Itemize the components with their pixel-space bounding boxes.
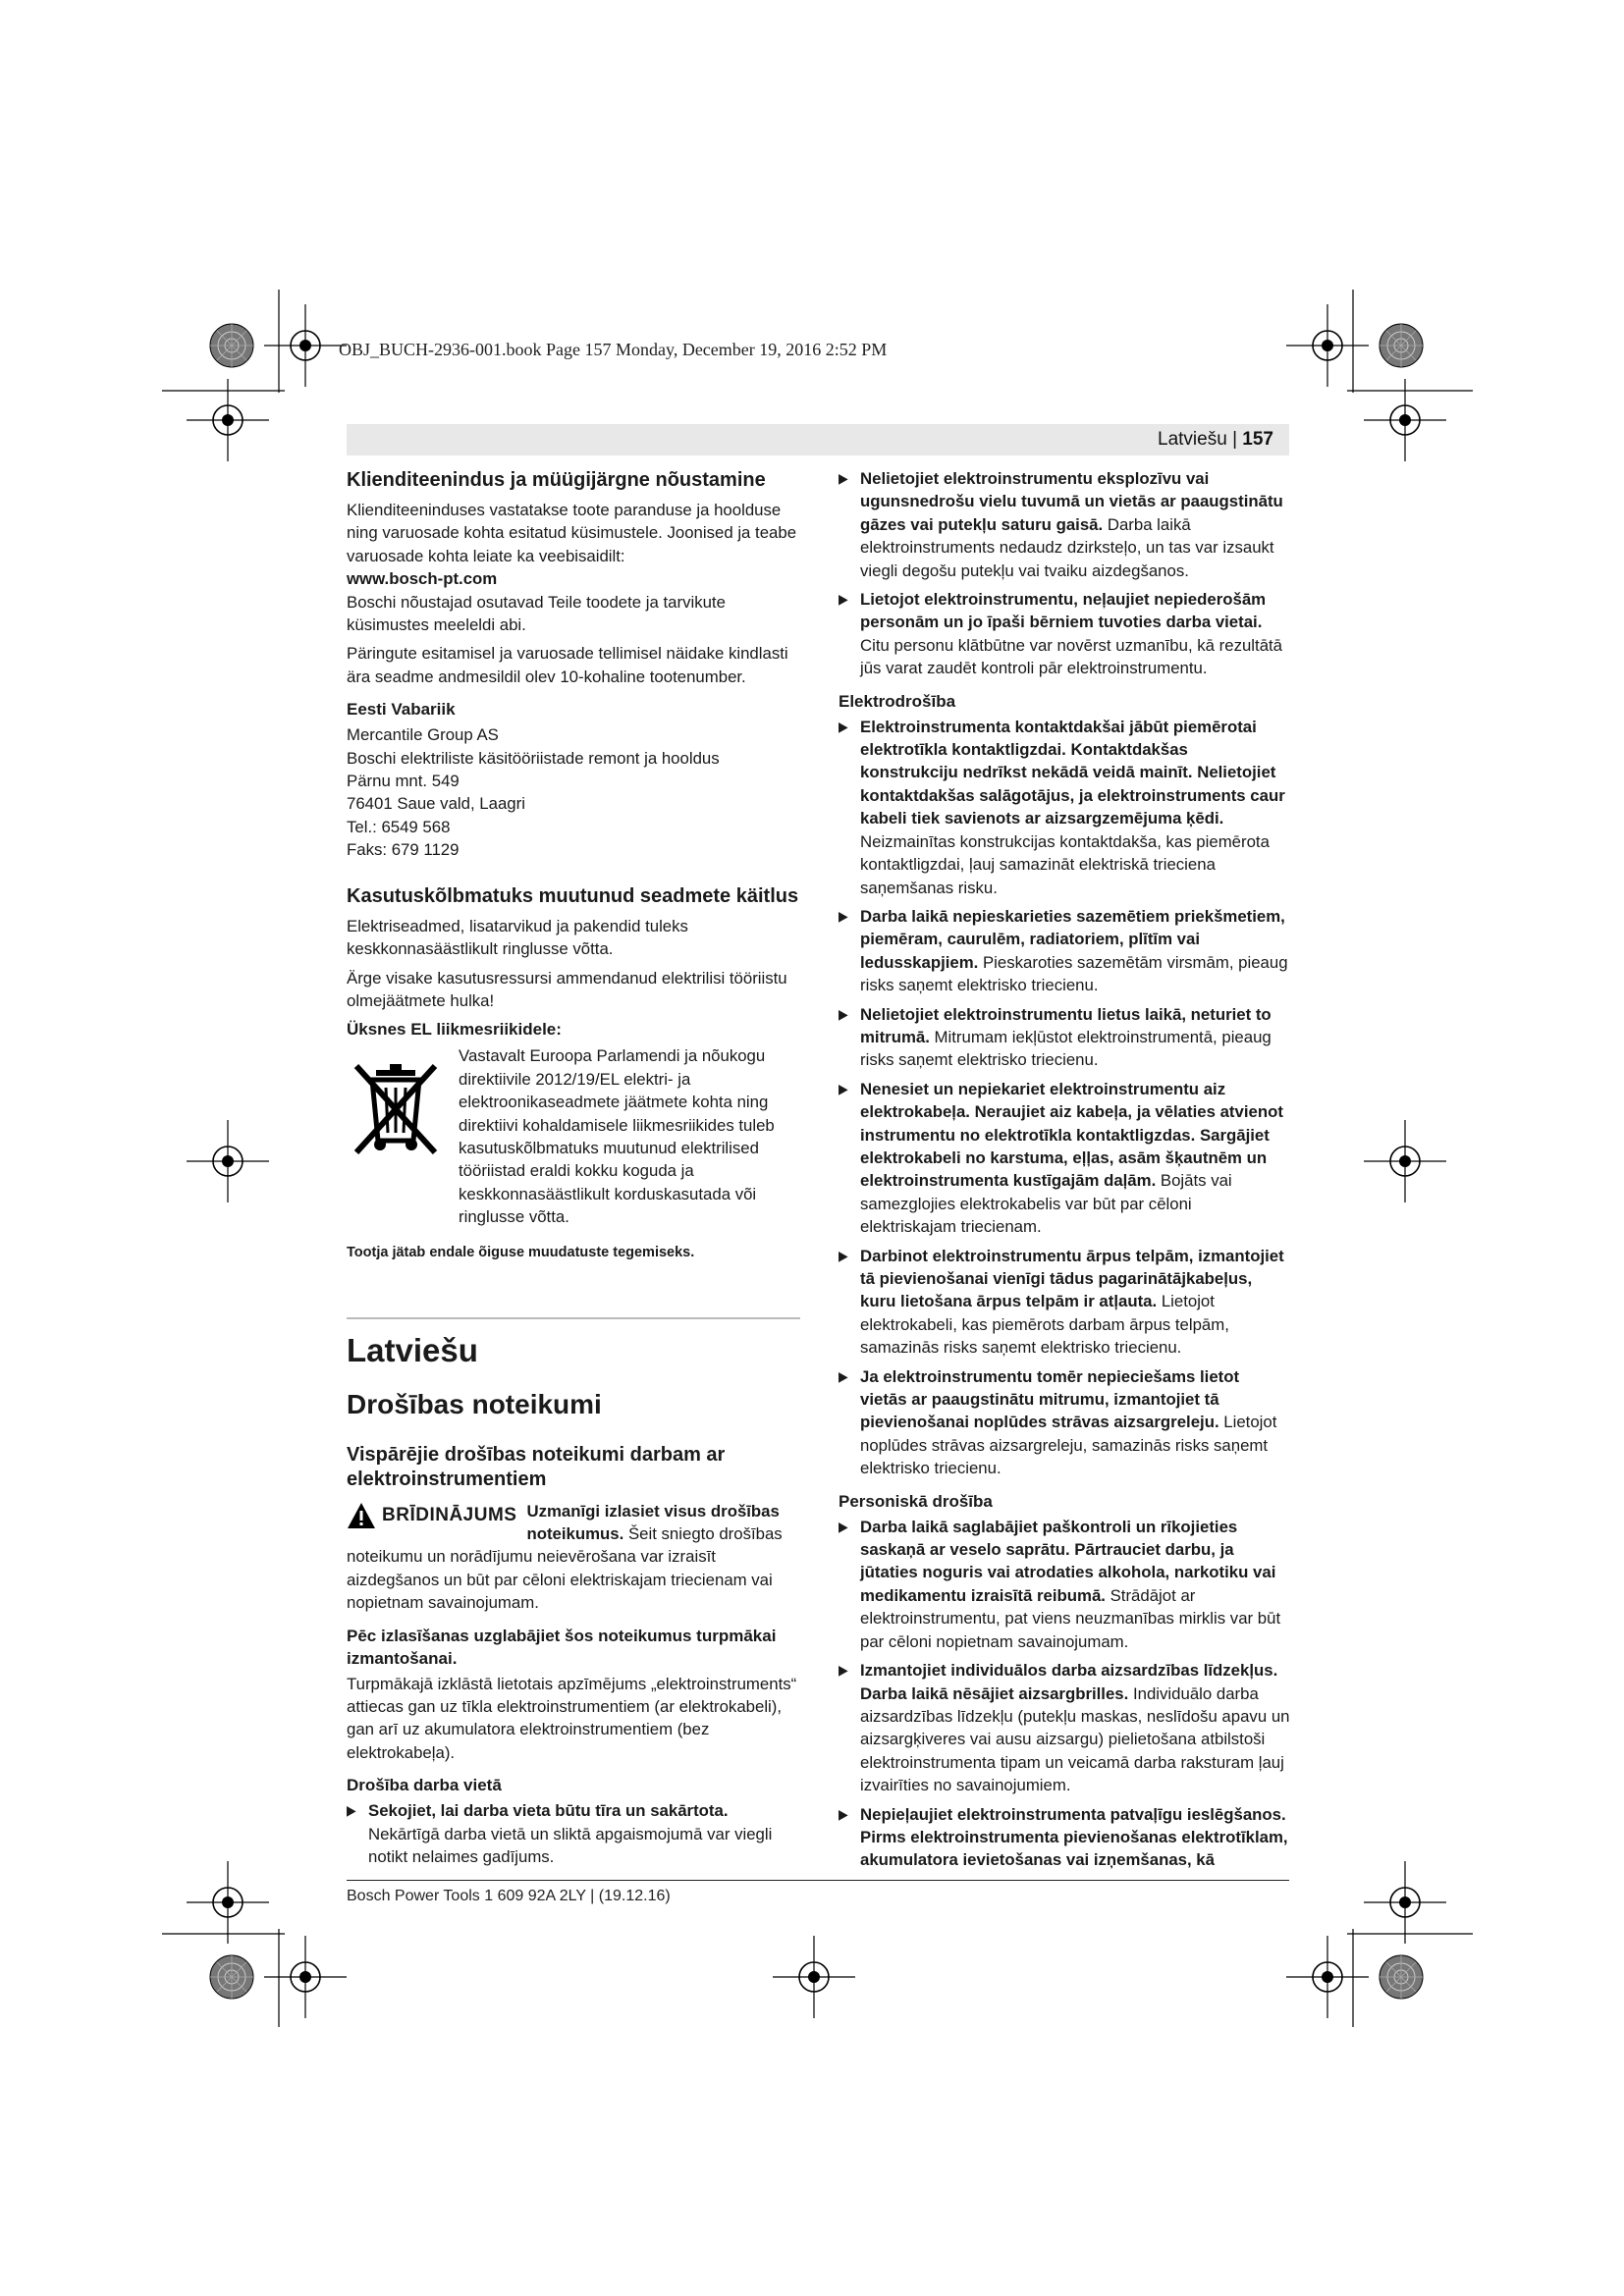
disposal-paragraph: Ärge visake kasutusressursi ammendanud elektrilisi tööriistu olmejäätmete hulka!: [347, 968, 787, 1010]
warning-text: Šeit sniegto drošības noteikumu un norādījumu neievērošana var izraisīt aizdegšanos un būt par cēloni elektriskajam triecienam vai nopietnam savainojumam.: [347, 1523, 783, 1613]
registration-mark-icon: [210, 324, 253, 367]
address-line: Tel.: 6549 568: [347, 817, 451, 836]
warning-badge: [347, 1502, 516, 1529]
list-item: ▶ Nelietojiet elektroinstrumentu lietus laikā, neturiet to mitrumā. Mitrumam iekļūstot elektroinstrumentā, pieaug risks saņemt elektrisko triecienu.: [839, 1004, 1272, 1070]
header-separator: |: [1232, 429, 1238, 450]
bullet-arrow-icon: ▶: [839, 470, 848, 486]
registration-mark-icon: [210, 1955, 253, 1999]
footer-rule: [347, 1880, 1289, 1881]
service-paragraph: Klienditeeninduses vastatakse toote paranduse ja hoolduse ning varuosade kohta esitatud küsimustele. Joonised ja teabe varuosade kohta leiate ka veebisaidilt:: [347, 501, 797, 565]
registration-mark-icon: [1286, 1936, 1369, 2018]
bullet-arrow-icon: ▶: [839, 1805, 848, 1822]
electric-safety-heading: Elektrodrošība: [839, 691, 956, 711]
list-item: ▶ Sekojiet, lai darba vieta būtu tīra un sakārtota. Nekārtīgā darba vietā un sliktā apgaismojumā var viegli notikt nelaimes gadījums.: [347, 1801, 773, 1867]
warning-bold: Uzmanīgi izlasiet visus drošības noteikumus.: [526, 1501, 780, 1543]
header-language: Latviešu: [1158, 429, 1227, 450]
bullet-arrow-icon: ▶: [839, 591, 848, 608]
bullet-arrow-icon: ▶: [839, 907, 848, 924]
bullet-arrow-icon: ▶: [839, 718, 848, 734]
list-item: ▶ Ja elektroinstrumentu tomēr nepieciešams lietot vietās ar paaugstinātu mitrumu, izmantojiet tā pievienošanai noplūdes strāvas aizsargreleju. Lietojot noplūdes strāvas aizsargreleju, samazinās risks saņemt elektrisko triecienu.: [839, 1366, 1277, 1478]
list-item: ▶ Darba laikā saglabājiet paškontroli un rīkojieties saskaņā ar veselo saprātu. Pārtrauciet darbu, ja jūtaties noguris vai atrodaties alkohola, narkotiku vai medikamentu izraisītā reibumā. Strādājot ar elektroinstrumentu, pat viens neuzmanības mirklis var būt par cēloni nopietnam savainojumam.: [839, 1517, 1281, 1651]
country-heading: Eesti Vabariik: [347, 700, 456, 720]
bullet-arrow-icon: ▶: [839, 1247, 848, 1263]
weee-text: Vastavalt Euroopa Parlamendi ja nõukogu direktiivile 2012/19/EL elektri- ja elektroonikaseadmete jäätmete kohta ning direktiivi kohaldamisele liikmesriikides tuleb kasutuskõlbmatuks muutunud elektrilised tööriistad eraldi kokku koguda ja keskkonnasäästlikult korduskasutada või ringlusse võtta.: [459, 1046, 775, 1227]
warning-triangle-icon: [347, 1502, 376, 1529]
registration-mark-icon: [1286, 304, 1369, 387]
service-url[interactable]: www.bosch-pt.com: [347, 569, 498, 589]
bullet-arrow-icon: ▶: [839, 1367, 848, 1384]
address-line: Pärnu mnt. 549: [347, 772, 460, 791]
warning-block: [347, 1500, 800, 1615]
list-item: ▶ Lietojot elektroinstrumentu, neļaujiet nepiederošām personām un jo īpaši bērniem tuvoties darba vietai. Citu personu klātbūtne var novērst uzmanību, kā rezultātā jūs varat zaudēt kontroli pār elektroinstrumentu.: [839, 590, 1283, 678]
list-item: ▶ Elektroinstrumenta kontaktdakšai jābūt piemērotai elektrotīkla kontaktligzdai. Kontaktdakšas konstrukciju nedrīkst nekādā veidā mainīt. Nelietojiet kontaktdakšas salāgotājus, ja elektroinstruments caur kabeli tiek savienots ar aizsargzemējuma ķēdi. Neizmainītas konstrukcijas kontaktdakša, kas piemērota kontaktligzdai, ļauj samazināt elektriskā trieciena saņemšanas risku.: [839, 717, 1285, 897]
rights-note: Tootja jätab endale õiguse muudatuste tegemiseks.: [347, 1244, 695, 1260]
registration-mark-icon: [264, 304, 347, 387]
warning-word: BRĪDINĀJUMS: [382, 1504, 517, 1525]
registration-mark-icon: [1364, 1861, 1446, 1944]
right-column: [839, 467, 1290, 1878]
language-title: Latviešu: [347, 1317, 800, 1370]
service-heading: Klienditeenindus ja müügijärgne nõustamine: [347, 469, 766, 491]
registration-mark-icon: [1380, 324, 1423, 367]
print-slug: OBJ_BUCH-2936-001.book Page 157 Monday, December 19, 2016 2:52 PM: [339, 340, 888, 359]
list-item: ▶ Nenesiet un nepiekariet elektroinstrumentu aiz elektrokabeļa. Neraujiet aiz kabeļa, ja vēlaties atvienot instrumentu no elektrotīkla kontaktligzdas. Sargājiet elektrokabeli no karstuma, eļļas, asām šķautnēm un elektroinstrumenta kustīgajām daļām. Bojāts vai samezglojies elektrokabelis var būt par cēloni elektriskajam triecienam.: [839, 1079, 1283, 1237]
address-line: 76401 Saue vald, Laagri: [347, 794, 525, 814]
term-paragraph: Turpmākajā izklāstā lietotais apzīmējums „elektroinstruments“ attiecas gan uz tīkla elektroinstrumentiem (ar elektrokabeli), gan arī uz akumulatora elektroinstrumentiem (bez elektrokabeļa).: [347, 1674, 797, 1762]
list-item: ▶ Nepieļaujiet elektroinstrumenta patvaļīgu ieslēgšanos. Pirms elektroinstrumenta pievienošanas elektrotīklam, akumulatora ievietošanas vai izņemšanas, kā: [839, 1804, 1288, 1870]
general-safety-heading: Vispārējie drošības noteikumi darbam ar elektroinstrumentiem: [347, 1443, 726, 1490]
list-item: ▶ Nelietojiet elektroinstrumentu eksplozīvu vai ugunsnedrošu vielu tuvumā un vietās ar paaugstinātu gāzes vai putekļu saturu gaisā. Darba laikā elektroinstruments nedaudz dzirksteļo, un tas var izsaukt viegli degošu putekļu vai tvaiku aizdegšanos.: [839, 469, 1283, 580]
disposal-paragraph: Elektriseadmed, lisatarvikud ja pakendid tuleks keskkonnasäästlikult ringlusse võtta.: [347, 916, 688, 959]
bullet-arrow-icon: ▶: [839, 1005, 848, 1022]
address-line: Boschi elektriliste käsitööriistade remont ja hooldus: [347, 748, 720, 768]
eu-heading: Üksnes EL liikmesriikidele:: [347, 1020, 562, 1040]
safety-title: Drošības noteikumi: [347, 1388, 602, 1419]
registration-mark-icon: [773, 1936, 855, 2018]
registration-mark-icon: [1364, 1120, 1446, 1202]
personal-safety-heading: Personiskā drošība: [839, 1491, 993, 1511]
address-line: Mercantile Group AS: [347, 725, 499, 745]
page-footer: Bosch Power Tools 1 609 92A 2LY | (19.12.16): [347, 1888, 671, 1904]
bullet-arrow-icon: ▶: [839, 1662, 848, 1679]
page-number: 157: [1242, 429, 1273, 450]
left-column: [347, 467, 800, 1874]
service-paragraph: Päringute esitamisel ja varuosade tellimisel näidake kindlasti ära seadme andmesildil olev 10-kohaline tootenumber.: [347, 644, 788, 686]
bullet-arrow-icon: ▶: [839, 1080, 848, 1096]
weee-crossed-bin-icon: [347, 1058, 445, 1156]
address-line: Faks: 679 1129: [347, 840, 460, 860]
registration-mark-icon: [264, 1936, 347, 2018]
keep-instructions-heading: Pēc izlasīšanas uzglabājiet šos noteikumus turpmākai izmantošanai.: [347, 1626, 777, 1668]
disposal-heading: Kasutuskõlbmatuks muutunud seadmete käitlus: [347, 884, 799, 907]
bullet-arrow-icon: ▶: [347, 1802, 356, 1819]
list-item: ▶ Darba laikā nepieskarieties sazemētiem priekšmetiem, piemēram, caurulēm, radiatoriem, plītīm vai ledusskapjiem. Pieskaroties sazemētām virsmām, pieaug risks saņemt elektrisko triecienu.: [839, 906, 1288, 995]
registration-mark-icon: [187, 1861, 269, 1944]
weee-block: [347, 1044, 800, 1228]
list-item: ▶ Izmantojiet individuālos darba aizsardzības līdzekļus. Darba laikā nēsājiet aizsargbrilles. Individuālo darba aizsardzības līdzekļu (putekļu maskas, neslīdošu apavu un aizsargķiveres vai ausu aizsargu) pielietošana atbilstoši elektroinstrumenta tipam un veicamā darba raksturam ļauj izvairīties no savainojumiem.: [839, 1661, 1290, 1795]
list-item: ▶ Darbinot elektroinstrumentu ārpus telpām, izmantojiet tā pievienošanai vienīgi tādus pagarinātājkabeļus, kuru lietošana ārpus telpām ir atļauta. Lietojot elektrokabeli, kas piemērots darbam ārpus telpām, samazinās risks saņemt elektrisko triecienu.: [839, 1246, 1284, 1358]
registration-mark-icon: [187, 1120, 269, 1202]
header-text: [1158, 426, 1289, 454]
registration-mark-icon: [1380, 1955, 1423, 1999]
page-header: [347, 424, 1289, 455]
workplace-heading: Drošība darba vietā: [347, 1776, 502, 1795]
service-paragraph: Boschi nõustajad osutavad Teile toodete ja tarvikute küsimustes meeleldi abi.: [347, 592, 726, 635]
bullet-arrow-icon: ▶: [839, 1518, 848, 1534]
